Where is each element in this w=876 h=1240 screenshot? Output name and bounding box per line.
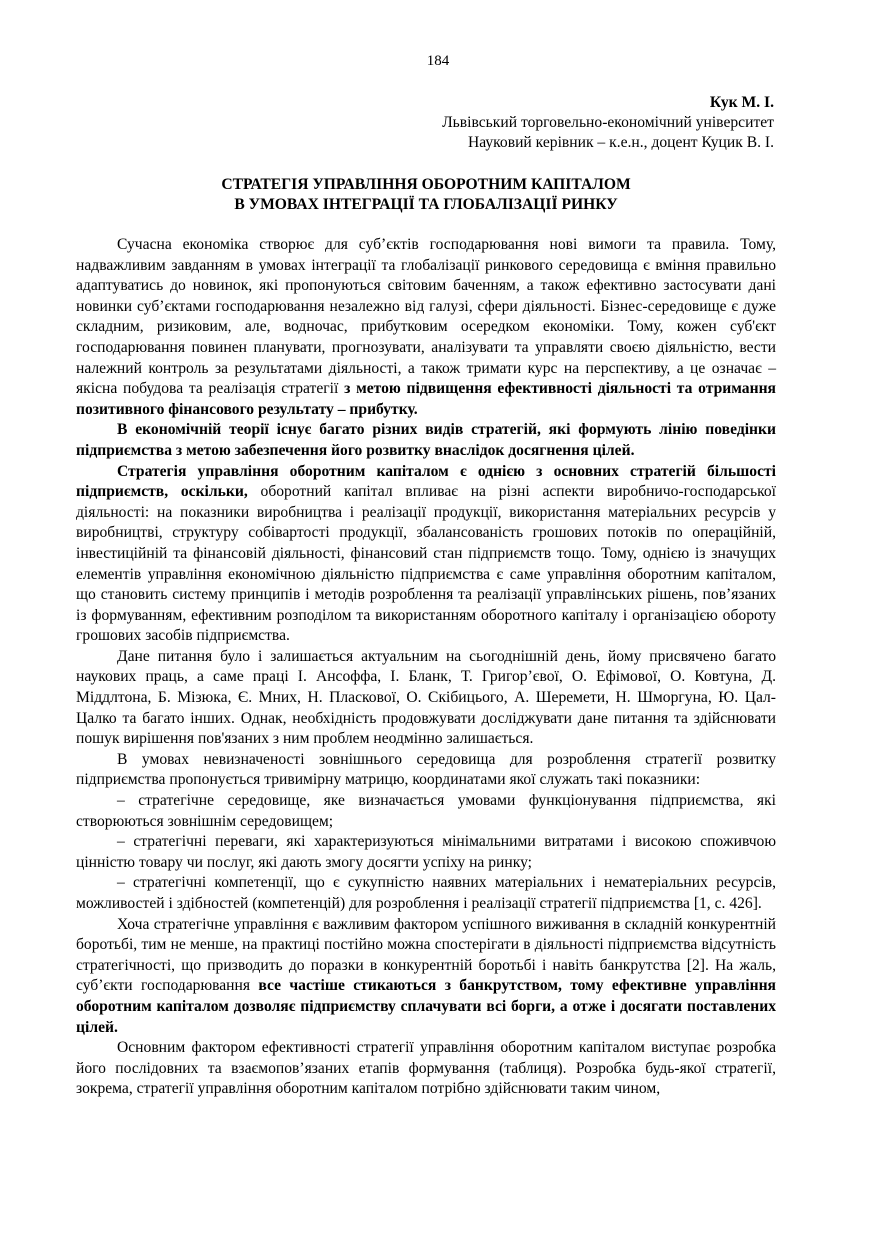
paragraph-3-text: оборотний капітал впливає на різні аспекти виробничо-господарської діяльності: на показники виробництва і реалізації продукції, використання матеріальних ресурсів у виробництві, структуру собівартості продукції, збалансованість грошових потоків по операційній, інвестиційній та фінансовій діяльності, фінансовий стан підприємств тощо. Тому, однією із значущих елементів управління економічною діяльністю підприємства є саме управління оборотним капіталом, що становить систему принципів і методів розроблення та реалізації управлінських рішень, пов’язаних із формуванням, ефективним розподілом та використанням оборотного капіталу і організацією обороту грошових засобів підприємства. [76, 483, 777, 645]
paragraph-1 [76, 235, 776, 420]
page-number: 184 [426, 53, 450, 69]
paragraph-10: Основним фактором ефективності стратегії управління оборотним капіталом виступає розробка його послідовних та взаємопов’язаних етапів формування (таблиця). Розробка будь-якої стратегії, зокрема, стратегії управління оборотним капіталом потрібно здійснювати таким чином, [76, 1039, 776, 1098]
title-line-2: В УМОВАХ ІНТЕГРАЦІЇ ТА ГЛОБАЛІЗАЦІЇ РИНКУ [234, 196, 618, 213]
paragraph-9 [76, 915, 776, 1039]
paragraph-4: Дане питання було і залишається актуальним на сьогоднішній день, йому присвячено багато наукових праць, а саме праці І. Ансоффа, І. Бланк, Т. Григор’євої, О. Ефімової, О. Ковтуна, Д. Міддлтона, Б. Мізюка, Є. Мних, Н. Пласкової, О. Скібицього, А. Шеремети, Н. Шморгуна, Ю. Цал-Цалко та багато інших. Однак, необхідність продовжувати досліджувати дане питання та здійснювати пошук вирішення пов'язаних з ним проблем неодмінно залишається. [76, 647, 776, 748]
author-name: Кук М. І. [709, 94, 774, 111]
author-affiliation: Львівський торговельно-економічний університет [442, 114, 774, 131]
list-item-strategic-advantages: – стратегічні переваги, які характеризуються мінімальними витратами і високою споживчою цінністю товару чи послуг, які дають змогу досягти успіху на ринку; [76, 833, 776, 871]
article-title [76, 175, 776, 215]
list-item-strategic-competencies: – стратегічні компетенції, що є сукупністю наявних матеріальних і нематеріальних ресурсів, можливостей і здібностей (компетенцій) для розроблення і реалізації стратегії підприємства [1, с. 426]. [76, 874, 776, 912]
paragraph-9-text: Хоча стратегічне управління є важливим фактором успішного виживання в складній конкурентній боротьбі, тим не менше, на практиці постійно можна спостерігати в діяльності підприємства відсутність стратегічності, що призводить до поразки в конкурентній боротьбі і навіть банкрутства [2]. На жаль, суб’єкти господарювання [76, 915, 776, 995]
title-line-1: СТРАТЕГІЯ УПРАВЛІННЯ ОБОРОТНИМ КАПІТАЛОМ [221, 176, 631, 193]
paragraph-3-bold: Стратегія управління оборотним капіталом є однією з основних стратегій більшості підприємств, оскільки, [76, 462, 776, 501]
paragraph-9-bold: все частіше стикаються з банкрутством, тому ефективне управління оборотним капіталом дозволяє підприємству сплачувати всі борги, а отже і досягати поставлених цілей. [76, 977, 776, 1036]
paragraph-2-bold: В економічній теорії існує багато різних видів стратегій, які формують лінію поведінки підприємства з метою забезпечення його розвитку внаслідок досягнення цілей. [76, 421, 776, 459]
paragraph-1-bold: з метою підвищення ефективності діяльності та отримання позитивного фінансового результату – прибутку. [76, 380, 776, 418]
paragraph-3 [76, 462, 776, 647]
scientific-advisor: Науковий керівник – к.е.н., доцент Куцик В. І. [467, 134, 774, 151]
paragraph-5: В умовах невизначеності зовнішнього середовища для розроблення стратегії розвитку підприємства пропонується тривимірну матрицю, координатами якої служать такі показники: [76, 750, 776, 789]
author-block [442, 93, 774, 153]
paragraph-1-text: Сучасна економіка створює для суб’єктів господарювання нові вимоги та правила. Тому, надважливим завданням в умовах інтеграції та глобалізації ринкового середовища є вміння правильно адаптуватись до новинок, які пропонуються світовим баченням, а також ефективно застосувати дані новинки суб’єктами господарювання незалежно від галузі, сфери діяльності. Бізнес-середовище є дуже складним, ризиковим, але, водночас, прибутковим осередком економіки. Тому, кожен суб'єкт господарювання повинен планувати, прогнозувати, аналізувати та управляти своєю діяльністю, вести належний контроль за результатами діяльності, а також тримати курс на перспективу, а це означає – якісна побудова та реалізація стратегії [76, 236, 776, 398]
list-item-strategic-environment: – стратегічне середовище, яке визначається умовами функціонування підприємства, які створюються зовнішнім середовищем; [76, 792, 776, 830]
article-body [76, 235, 776, 1100]
paragraph-2 [76, 420, 776, 461]
